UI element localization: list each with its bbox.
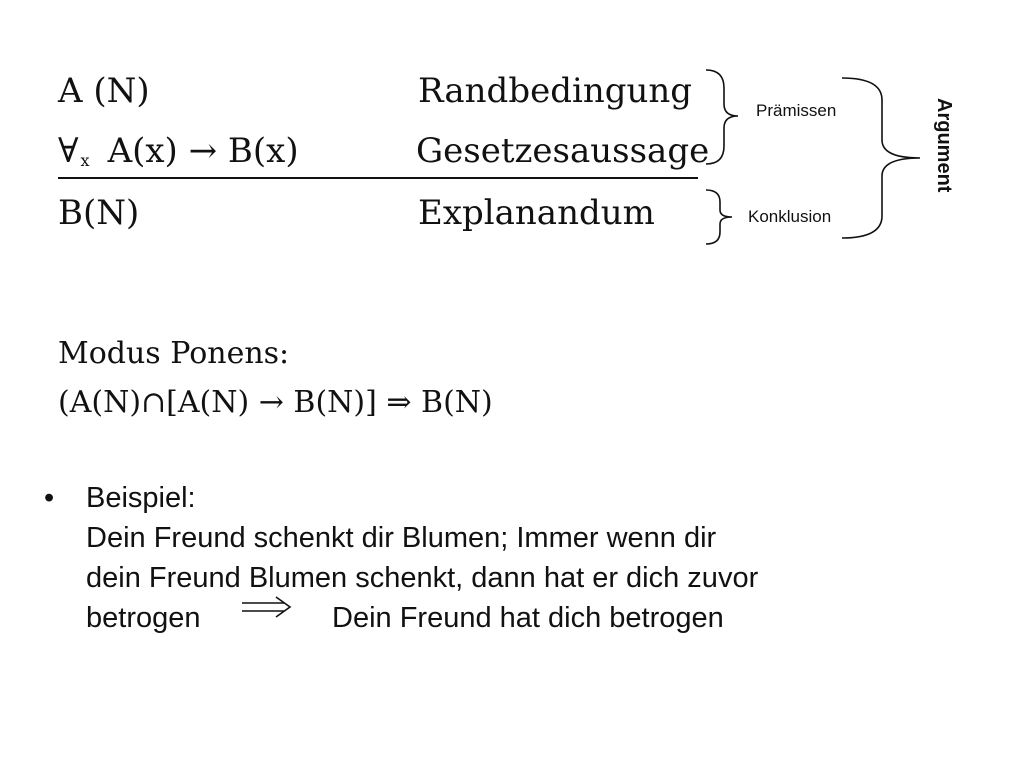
premise-condition-formula: A (N) bbox=[58, 71, 150, 111]
example-line-3-premise: betrogen bbox=[86, 602, 201, 634]
law-formula: A(x) → B(x) bbox=[107, 131, 299, 171]
konklusion-label: Konklusion bbox=[748, 207, 832, 226]
explanandum-label: Explanandum bbox=[418, 193, 655, 233]
randbedingung-label: Randbedingung bbox=[418, 71, 693, 111]
example-line-3-conclusion: Dein Freund hat dich betrogen bbox=[332, 602, 724, 634]
argument-label: Argument bbox=[933, 98, 955, 193]
quantifier-variable: x bbox=[80, 151, 90, 170]
implies-arrow-icon bbox=[242, 597, 290, 617]
inference-line bbox=[58, 177, 698, 179]
conclusion-brace bbox=[706, 190, 732, 244]
premises-brace bbox=[706, 70, 738, 164]
example-line-1: Dein Freund schenkt dir Blumen; Immer wenn dir bbox=[86, 522, 717, 554]
example-line-2: dein Freund Blumen schenkt, dann hat er dich zuvor bbox=[86, 562, 759, 594]
forall-quantifier: ∀ bbox=[58, 131, 79, 171]
modus-ponens-title: Modus Ponens: bbox=[58, 336, 290, 371]
bullet-icon: • bbox=[44, 482, 55, 514]
argument-brace bbox=[842, 78, 920, 238]
example-heading: Beispiel: bbox=[86, 482, 196, 514]
premise-law-formula bbox=[58, 131, 299, 171]
praemissen-label: Prämissen bbox=[756, 101, 837, 120]
modus-ponens-formula: (A(N)∩[A(N) → B(N)] ⇒ B(N) bbox=[58, 385, 493, 420]
conclusion-formula: B(N) bbox=[58, 193, 140, 233]
gesetzesaussage-label: Gesetzesaussage bbox=[416, 131, 710, 171]
